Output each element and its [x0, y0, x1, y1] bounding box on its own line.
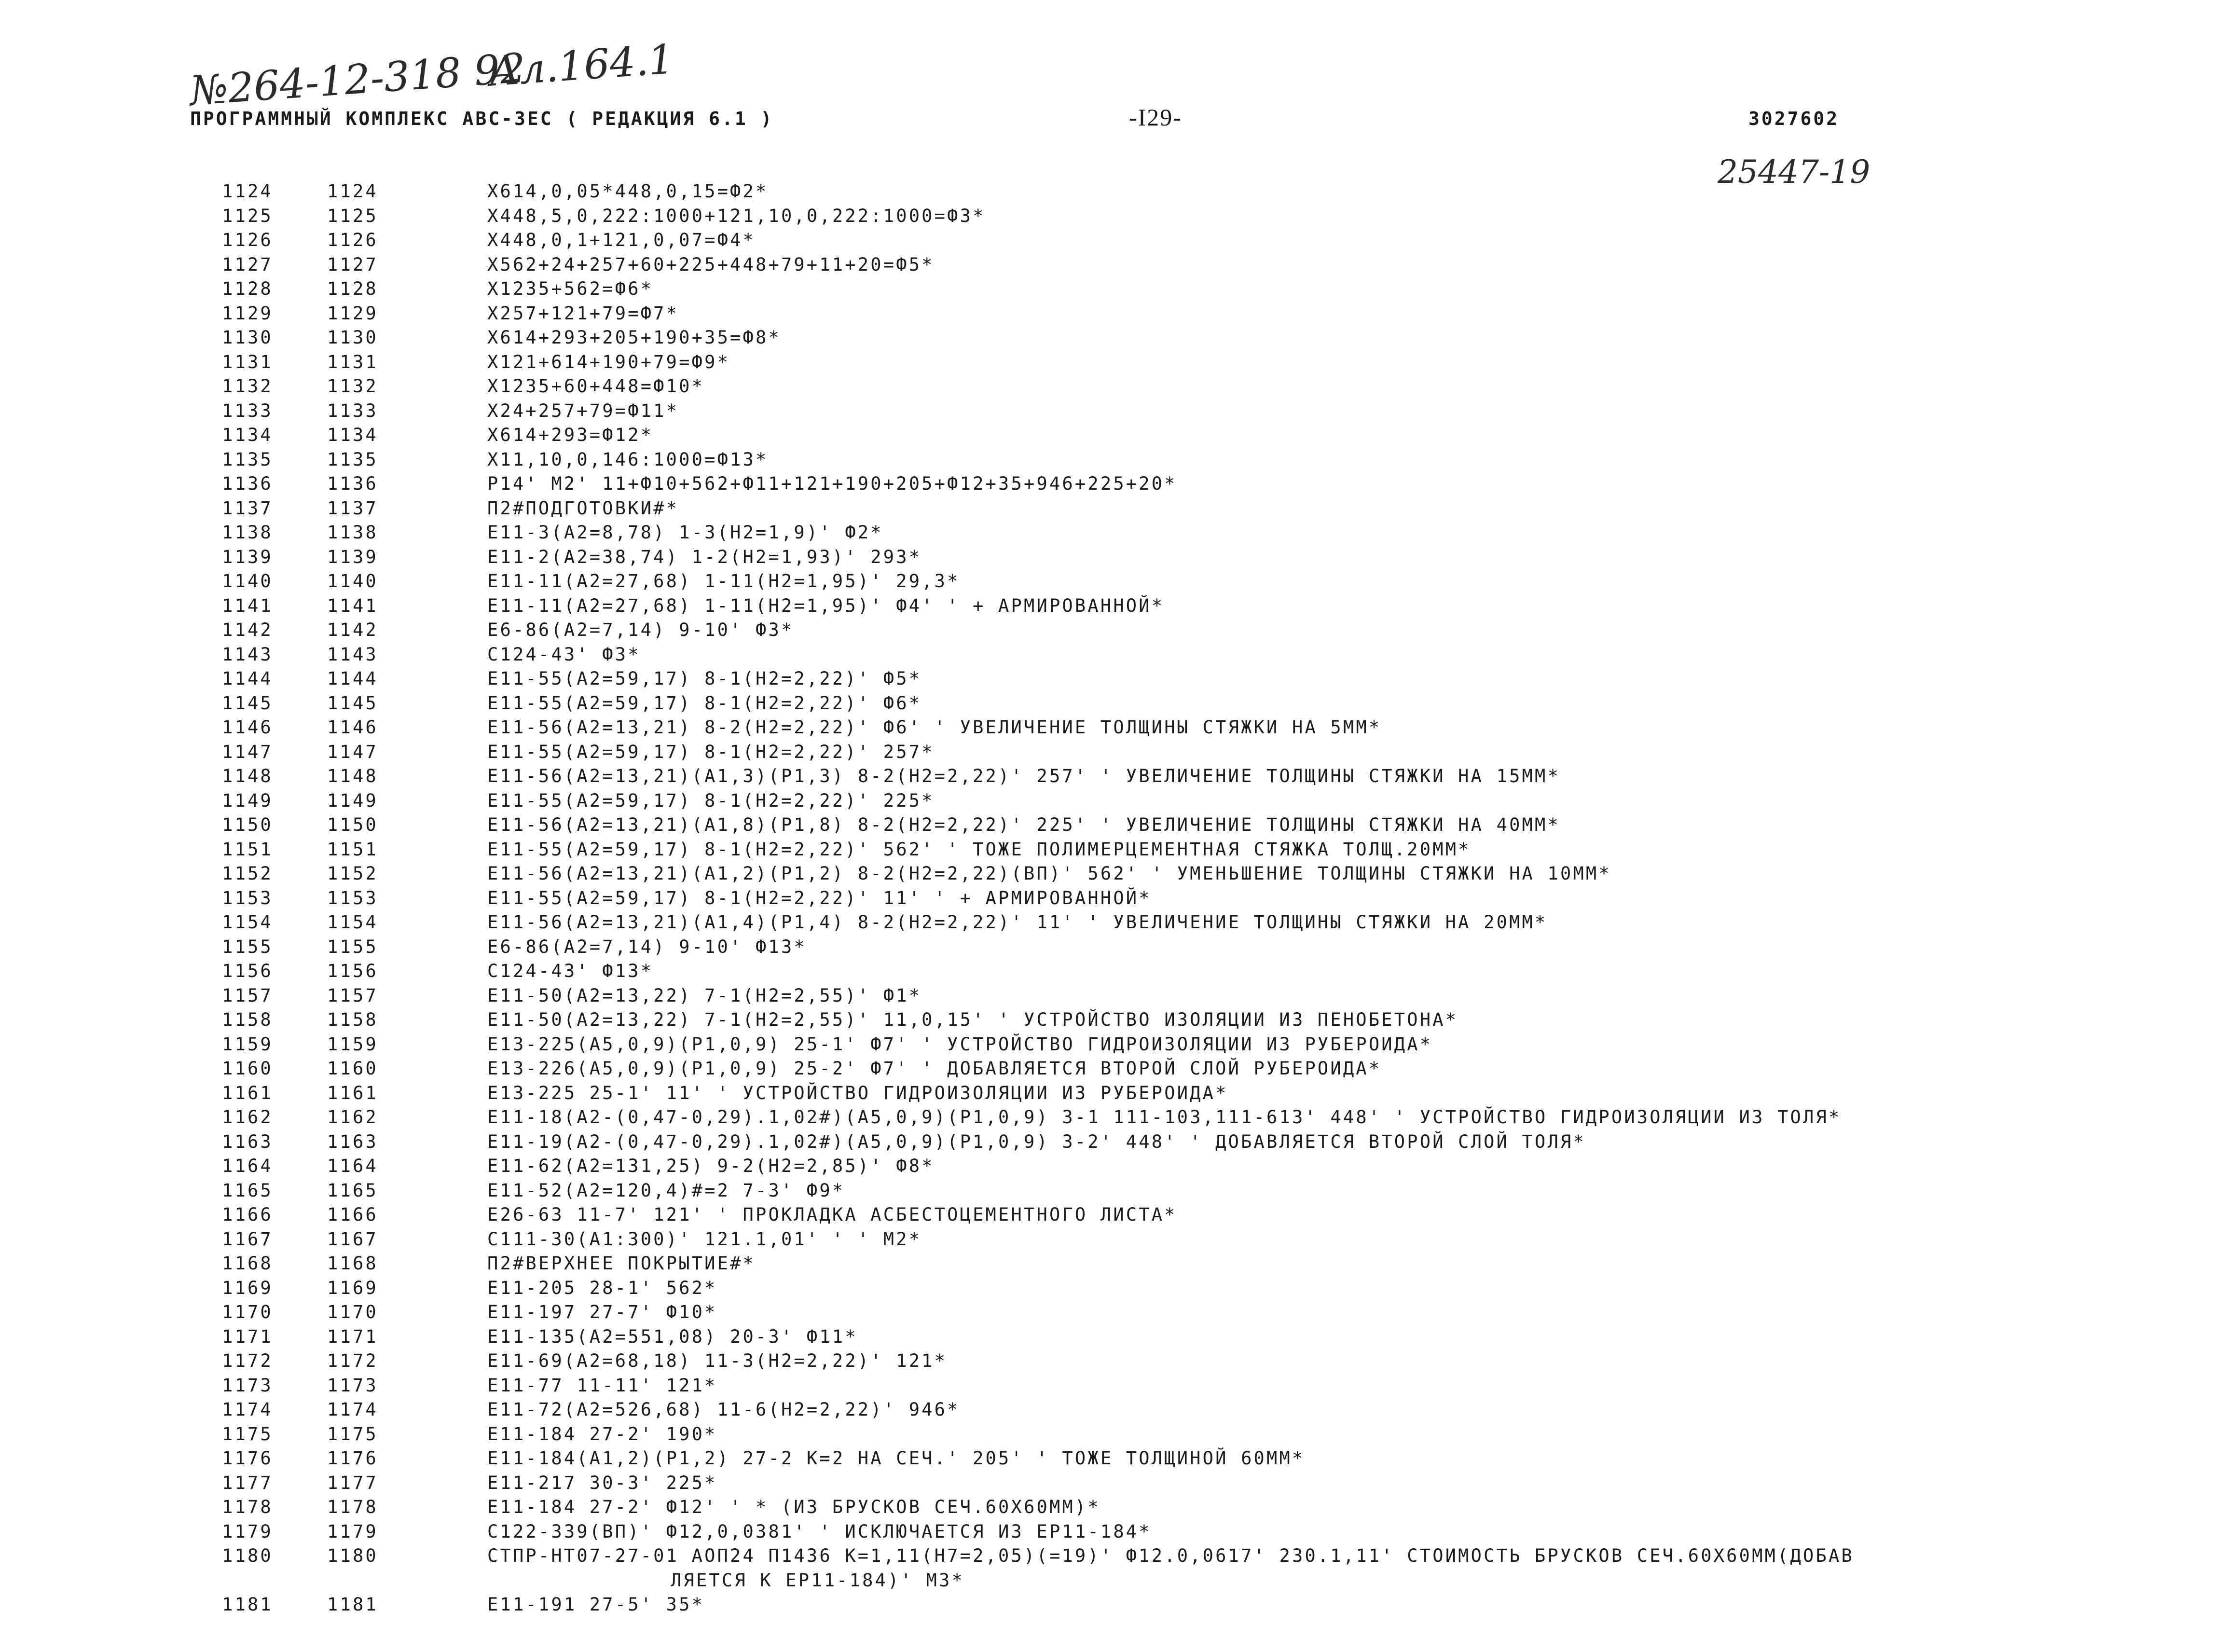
statement-number: 1127 — [327, 254, 378, 275]
statement-number: 1129 — [327, 303, 378, 324]
line-number: 1178 — [222, 1497, 273, 1517]
statement-number: 1178 — [327, 1497, 378, 1517]
line-number: 1136 — [222, 473, 273, 494]
line-number: 1146 — [222, 717, 273, 738]
statement-text — [487, 1179, 845, 1203]
statement-text — [487, 1203, 1177, 1227]
statement-line: Е11-56(А2=13,21)(А1,4)(Р1,4) 8-2(Н2=2,22)' 11' ' УВЕЛИЧЕНИЕ ТОЛЩИНЫ СТЯЖКИ НА 20ММ* — [487, 912, 1548, 933]
listing-row — [222, 228, 2200, 253]
statement-number: 1146 — [327, 717, 378, 738]
line-number: 1124 — [222, 181, 273, 202]
statement-line: Е11-50(А2=13,22) 7-1(Н2=2,55)' Ф1* — [487, 985, 922, 1006]
line-number: 1144 — [222, 668, 273, 689]
line-number: 1181 — [222, 1594, 273, 1615]
line-number: 1168 — [222, 1253, 273, 1274]
line-number: 1143 — [222, 644, 273, 665]
statement-number: 1150 — [327, 814, 378, 835]
statement-number: 1161 — [327, 1082, 378, 1103]
listing-row — [222, 1105, 2200, 1130]
statement-text — [487, 179, 768, 204]
listing-row — [222, 374, 2200, 399]
statement-number: 1136 — [327, 473, 378, 494]
statement-text — [487, 326, 781, 350]
statement-number: 1134 — [327, 425, 378, 445]
listing-row — [222, 1276, 2200, 1301]
listing-row — [222, 521, 2200, 545]
statement-text — [487, 1008, 1458, 1032]
statement-line: Е11-18(А2-(0,47-0,29).1,02#)(А5,0,9)(Р1,0,9) 3-1 111-103,111-613' 448' ' УСТРОЙСТВО ГИДРОИЗОЛЯЦИИ ИЗ ТОЛЯ* — [487, 1107, 1842, 1128]
statement-number: 1133 — [327, 400, 378, 421]
statement-line: Е11-56(А2=13,21)(А1,8)(Р1,8) 8-2(Н2=2,22)' 225' ' УВЕЛИЧЕНИЕ ТОЛЩИНЫ СТЯЖКИ НА 40ММ* — [487, 814, 1560, 835]
listing-row — [222, 1495, 2200, 1520]
line-number: 1164 — [222, 1156, 273, 1176]
listing-row — [222, 618, 2200, 643]
statement-text — [487, 423, 653, 448]
statement-text — [487, 667, 921, 691]
statement-text — [487, 984, 921, 1008]
statement-number: 1156 — [327, 961, 378, 981]
statement-text — [487, 1446, 1305, 1471]
statement-text — [487, 643, 641, 667]
statement-number: 1124 — [327, 181, 378, 202]
listing-row — [222, 399, 2200, 424]
listing-row — [222, 1349, 2200, 1374]
statement-text — [487, 910, 1548, 935]
statement-number: 1154 — [327, 912, 378, 933]
listing-row — [222, 1130, 2200, 1155]
line-number: 1175 — [222, 1423, 273, 1445]
statement-line: Е11-55(А2=59,17) 8-1(Н2=2,22)' 257* — [487, 741, 935, 762]
statement-text — [487, 1105, 1841, 1130]
listing-row — [222, 1154, 2200, 1179]
statement-line: Е11-50(А2=13,22) 7-1(Н2=2,55)' 11,0,15' ' УСТРОЙСТВО ИЗОЛЯЦИИ ИЗ ПЕНОБЕТОНА* — [487, 1009, 1458, 1030]
statement-line: Е11-11(А2=27,68) 1-11(Н2=1,95)' Ф4' ' + АРМИРОВАННОЙ* — [487, 595, 1165, 616]
line-number: 1151 — [222, 839, 273, 860]
listing-row — [222, 472, 2200, 496]
statement-number: 1181 — [327, 1594, 378, 1615]
line-number: 1131 — [222, 351, 273, 372]
statement-line: Е6-86(А2=7,14) 9-10' Ф3* — [487, 620, 794, 640]
statement-text — [487, 764, 1560, 789]
statement-line: Е11-62(А2=131,25) 9-2(Н2=2,85)' Ф8* — [487, 1156, 935, 1176]
listing-row — [222, 1520, 2200, 1544]
listing-row — [222, 448, 2200, 472]
listing-row — [222, 1179, 2200, 1203]
handwritten-code: Ал.164.1 — [487, 35, 676, 96]
statement-text — [487, 813, 1560, 838]
statement-line: Е11-55(А2=59,17) 8-1(Н2=2,22)' 562' ' ТОЖЕ ПОЛИМЕРЦЕМЕНТНАЯ СТЯЖКА ТОЛЩ.20ММ* — [487, 839, 1471, 860]
statement-line: Е11-55(А2=59,17) 8-1(Н2=2,22)' 11' ' + АРМИРОВАННОЙ* — [487, 887, 1152, 909]
document-number: 3027602 — [1748, 108, 1840, 129]
statement-line: Е11-56(А2=13,21)(А1,3)(Р1,3) 8-2(Н2=2,22)' 257' ' УВЕЛИЧЕНИЕ ТОЛЩИНЫ СТЯЖКИ НА 15ММ* — [487, 766, 1560, 786]
statement-text — [487, 618, 794, 643]
statement-number: 1125 — [327, 205, 378, 226]
line-number: 1162 — [222, 1107, 273, 1128]
line-number: 1126 — [222, 230, 273, 250]
statement-number: 1130 — [327, 327, 378, 348]
line-number: 1152 — [222, 863, 273, 884]
statement-line: Е11-56(А2=13,21)(А1,2)(Р1,2) 8-2(Н2=2,22)(ВП)' 562' ' УМЕНЬШЕНИЕ ТОЛЩИНЫ СТЯЖКИ НА 10ММ* — [487, 863, 1611, 884]
statement-number: 1179 — [327, 1521, 378, 1542]
statement-text — [487, 691, 921, 716]
statement-text — [487, 740, 935, 765]
listing-row — [222, 667, 2200, 691]
statement-text — [487, 1471, 717, 1496]
listing-row — [222, 1544, 2200, 1593]
line-number: 1145 — [222, 692, 273, 714]
statement-line: Е11-2(А2=38,74) 1-2(Н2=1,93)' 293* — [487, 546, 922, 567]
statement-line: Е11-217 30-3' 225* — [487, 1472, 717, 1493]
listing-row — [222, 1471, 2200, 1496]
line-number: 1163 — [222, 1131, 273, 1152]
line-number: 1150 — [222, 814, 273, 835]
line-number: 1137 — [222, 497, 273, 519]
statement-line: Е11-135(А2=551,08) 20-3' Ф11* — [487, 1326, 858, 1347]
statement-line: Е13-225 25-1' 11' ' УСТРОЙСТВО ГИДРОИЗОЛЯЦИИ ИЗ РУБЕРОИДА* — [487, 1082, 1228, 1103]
program-header: ПРОГРАММНЫЙ КОМПЛЕКС АВС-3ЕС ( РЕДАКЦИЯ 6.1 ) — [190, 108, 774, 129]
line-number: 1134 — [222, 425, 273, 445]
listing-row — [222, 1446, 2200, 1471]
listing-row — [222, 716, 2200, 740]
statement-text — [487, 716, 1381, 740]
statement-line: Е6-86(А2=7,14) 9-10' Ф13* — [487, 936, 807, 957]
statement-number: 1175 — [327, 1423, 378, 1445]
statement-number: 1177 — [327, 1472, 378, 1493]
line-number: 1174 — [222, 1399, 273, 1420]
line-number: 1129 — [222, 303, 273, 324]
statement-line: X257+121+79=Ф7* — [487, 303, 679, 324]
statement-line: X448,0,1+121,0,07=Ф4* — [487, 230, 756, 250]
statement-line: Р14' М2' 11+Ф10+562+Ф11+121+190+205+Ф12+35+946+225+20* — [487, 473, 1177, 494]
statement-text — [487, 1130, 1586, 1155]
statement-number: 1137 — [327, 497, 378, 519]
program-listing — [222, 179, 2200, 1617]
listing-row — [222, 984, 2200, 1008]
listing-row — [222, 1300, 2200, 1325]
statement-line: Е11-19(А2-(0,47-0,29).1,02#)(А5,0,9)(Р1,0,9) 3-2' 448' ' ДОБАВЛЯЕТСЯ ВТОРОЙ СЛОЙ ТОЛЯ* — [487, 1131, 1586, 1152]
listing-row — [222, 764, 2200, 789]
line-number: 1156 — [222, 961, 273, 981]
listing-row — [222, 1032, 2200, 1057]
statement-text — [487, 594, 1164, 619]
statement-text — [487, 935, 807, 960]
line-number: 1165 — [222, 1180, 273, 1201]
statement-line: X614+293+205+190+35=Ф8* — [487, 327, 781, 348]
statement-line: Е11-77 11-11' 121* — [487, 1375, 717, 1396]
line-number: 1154 — [222, 912, 273, 933]
statement-line: С124-43' Ф13* — [487, 961, 654, 981]
handwritten-right-number: 25447-19 — [1718, 153, 1870, 191]
statement-number: 1152 — [327, 863, 378, 884]
statement-text — [487, 1398, 960, 1422]
statement-number: 1139 — [327, 546, 378, 567]
statement-continuation: ЛЯЕТСЯ К ЕР11-184)' М3* — [671, 1569, 964, 1591]
statement-number: 1128 — [327, 278, 378, 299]
statement-text — [487, 399, 679, 424]
line-number: 1147 — [222, 741, 273, 762]
statement-text — [487, 886, 1152, 911]
statement-line: X614+293=Ф12* — [487, 425, 654, 445]
statement-text — [487, 545, 921, 570]
statement-number: 1126 — [327, 230, 378, 250]
statement-line: X1235+562=Ф6* — [487, 278, 654, 299]
statement-number: 1153 — [327, 887, 378, 909]
listing-row — [222, 838, 2200, 862]
listing-row — [222, 302, 2200, 326]
statement-number: 1143 — [327, 644, 378, 665]
line-number: 1135 — [222, 449, 273, 470]
statement-text — [487, 1276, 717, 1301]
statement-text — [487, 1081, 1228, 1106]
statement-number: 1132 — [327, 376, 378, 397]
listing-row — [222, 545, 2200, 570]
listing-row — [222, 496, 2200, 521]
listing-row — [222, 862, 2200, 886]
statement-line: Е11-191 27-5' 35* — [487, 1594, 705, 1615]
line-number: 1138 — [222, 522, 273, 543]
statement-line: Е11-184 27-2' 190* — [487, 1423, 717, 1445]
statement-line: Е11-72(А2=526,68) 11-6(Н2=2,22)' 946* — [487, 1399, 960, 1420]
line-number: 1160 — [222, 1058, 273, 1079]
statement-line: X1235+60+448=Ф10* — [487, 376, 705, 397]
listing-row — [222, 253, 2200, 277]
line-number: 1128 — [222, 278, 273, 299]
statement-text — [487, 253, 935, 277]
statement-text — [487, 350, 730, 375]
listing-row — [222, 959, 2200, 984]
statement-text — [487, 496, 679, 521]
statement-number: 1163 — [327, 1131, 378, 1152]
statement-text — [487, 789, 935, 813]
listing-row — [222, 569, 2200, 594]
line-number: 1141 — [222, 595, 273, 616]
statement-number: 1168 — [327, 1253, 378, 1274]
line-number: 1180 — [222, 1545, 273, 1566]
listing-row — [222, 1057, 2200, 1081]
statement-line: Е11-55(А2=59,17) 8-1(Н2=2,22)' Ф6* — [487, 692, 922, 714]
statement-line: С124-43' Ф3* — [487, 644, 641, 665]
statement-number: 1174 — [327, 1399, 378, 1420]
statement-number: 1180 — [327, 1545, 378, 1566]
statement-number: 1169 — [327, 1277, 378, 1298]
listing-row — [222, 813, 2200, 838]
statement-text — [487, 1032, 1432, 1057]
line-number: 1170 — [222, 1302, 273, 1322]
statement-text — [487, 569, 960, 594]
statement-text — [487, 472, 1177, 496]
statement-line: П2#ВЕРХНЕЕ ПОКРЫТИЕ#* — [487, 1253, 756, 1274]
statement-line: Е13-225(А5,0,9)(Р1,0,9) 25-1' Ф7' ' УСТРОЙСТВО ГИДРОИЗОЛЯЦИИ ИЗ РУБЕРОИДА* — [487, 1033, 1433, 1055]
line-number: 1133 — [222, 400, 273, 421]
line-number: 1177 — [222, 1472, 273, 1493]
statement-line: X614,0,05*448,0,15=Ф2* — [487, 181, 769, 202]
line-number: 1127 — [222, 254, 273, 275]
handwritten-reference-number: №264-12-318 92 — [188, 44, 527, 115]
statement-line: Е11-11(А2=27,68) 1-11(Н2=1,95)' 29,3* — [487, 571, 960, 592]
statement-number: 1147 — [327, 741, 378, 762]
line-number: 1139 — [222, 546, 273, 567]
line-number: 1159 — [222, 1033, 273, 1055]
line-number: 1172 — [222, 1350, 273, 1371]
statement-line: X24+257+79=Ф11* — [487, 400, 679, 421]
listing-row — [222, 1422, 2200, 1447]
statement-text — [487, 1227, 921, 1252]
statement-line: Е11-205 28-1' 562* — [487, 1277, 717, 1298]
statement-line: Е13-226(А5,0,9)(Р1,0,9) 25-2' Ф7' ' ДОБАВЛЯЕТСЯ ВТОРОЙ СЛОЙ РУБЕРОИДА* — [487, 1058, 1382, 1079]
statement-text — [487, 1593, 704, 1617]
statement-number: 1138 — [327, 522, 378, 543]
line-number: 1173 — [222, 1375, 273, 1396]
statement-text — [487, 302, 679, 326]
line-number: 1171 — [222, 1326, 273, 1347]
listing-row — [222, 1081, 2200, 1106]
line-number: 1166 — [222, 1204, 273, 1225]
statement-line: Е11-197 27-7' Ф10* — [487, 1302, 717, 1322]
statement-number: 1166 — [327, 1204, 378, 1225]
statement-text — [487, 204, 986, 229]
listing-row — [222, 179, 2200, 204]
line-number: 1176 — [222, 1448, 273, 1469]
statement-text — [487, 448, 768, 472]
statement-number: 1158 — [327, 1009, 378, 1030]
statement-number: 1142 — [327, 620, 378, 640]
statement-number: 1141 — [327, 595, 378, 616]
statement-line: Е11-55(А2=59,17) 8-1(Н2=2,22)' Ф5* — [487, 668, 922, 689]
statement-number: 1155 — [327, 936, 378, 957]
listing-row — [222, 1227, 2200, 1252]
statement-number: 1172 — [327, 1350, 378, 1371]
listing-row — [222, 789, 2200, 813]
listing-row — [222, 326, 2200, 350]
listing-row — [222, 1008, 2200, 1032]
statement-number: 1157 — [327, 985, 378, 1006]
statement-text — [487, 1495, 1100, 1520]
listing-row — [222, 1252, 2200, 1276]
line-number: 1155 — [222, 936, 273, 957]
statement-number: 1165 — [327, 1180, 378, 1201]
listing-row — [222, 350, 2200, 375]
statement-number: 1176 — [327, 1448, 378, 1469]
statement-line: X562+24+257+60+225+448+79+11+20=Ф5* — [487, 254, 935, 275]
listing-row — [222, 277, 2200, 302]
listing-row — [222, 1593, 2200, 1617]
statement-number: 1167 — [327, 1228, 378, 1250]
statement-line: С122-339(ВП)' Ф12,0,0381' ' ИСКЛЮЧАЕТСЯ ИЗ ЕР11-184* — [487, 1521, 1152, 1542]
statement-line: X11,10,0,146:1000=Ф13* — [487, 449, 769, 470]
listing-row — [222, 1374, 2200, 1398]
listing-row — [222, 886, 2200, 911]
line-number: 1158 — [222, 1009, 273, 1030]
statement-text — [487, 1374, 717, 1398]
statement-number: 1151 — [327, 839, 378, 860]
statement-line: X121+614+190+79=Ф9* — [487, 351, 730, 372]
statement-text — [487, 959, 653, 984]
line-number: 1140 — [222, 571, 273, 592]
statement-text — [487, 1325, 858, 1349]
line-number: 1157 — [222, 985, 273, 1006]
line-number: 1161 — [222, 1082, 273, 1103]
statement-text — [487, 1349, 947, 1374]
statement-number: 1170 — [327, 1302, 378, 1322]
statement-text — [487, 1520, 1152, 1544]
statement-line: Е11-69(А2=68,18) 11-3(Н2=2,22)' 121* — [487, 1350, 948, 1371]
statement-number: 1149 — [327, 790, 378, 811]
statement-number: 1148 — [327, 766, 378, 786]
statement-text — [487, 838, 1471, 862]
line-number: 1179 — [222, 1521, 273, 1542]
statement-number: 1135 — [327, 449, 378, 470]
statement-text — [487, 1422, 717, 1447]
statement-number: 1144 — [327, 668, 378, 689]
listing-row — [222, 691, 2200, 716]
statement-line: Е11-56(А2=13,21) 8-2(Н2=2,22)' Ф6' ' УВЕЛИЧЕНИЕ ТОЛЩИНЫ СТЯЖКИ НА 5ММ* — [487, 717, 1382, 738]
statement-line: Е11-52(А2=120,4)#=2 7-3' Ф9* — [487, 1180, 845, 1201]
statement-text — [487, 1252, 756, 1276]
listing-row — [222, 1325, 2200, 1349]
statement-number: 1160 — [327, 1058, 378, 1079]
line-number: 1167 — [222, 1228, 273, 1250]
listing-row — [222, 643, 2200, 667]
listing-row — [222, 1398, 2200, 1422]
line-number: 1148 — [222, 766, 273, 786]
line-number: 1149 — [222, 790, 273, 811]
statement-text — [487, 228, 756, 253]
listing-row — [222, 594, 2200, 619]
listing-row — [222, 910, 2200, 935]
line-number: 1153 — [222, 887, 273, 909]
statement-text — [487, 1154, 935, 1179]
statement-line: СТПР-НТ07-27-01 АОП24 П1436 К=1,11(Н7=2,05)(=19)' Ф12.0,0617' 230.1,11' СТОИМОСТЬ БРУСКОВ СЕЧ.60Х60ММ(ДОБАВ — [487, 1545, 1854, 1566]
statement-line: Е11-184(А1,2)(Р1,2) 27-2 К=2 НА СЕЧ.' 205' ' ТОЖЕ ТОЛЩИНОЙ 60ММ* — [487, 1448, 1305, 1469]
statement-number: 1164 — [327, 1156, 378, 1176]
statement-text — [487, 1544, 1854, 1593]
line-number: 1130 — [222, 327, 273, 348]
listing-row — [222, 740, 2200, 765]
statement-number: 1162 — [327, 1107, 378, 1128]
statement-number: 1173 — [327, 1375, 378, 1396]
statement-text — [487, 277, 653, 302]
line-number: 1142 — [222, 620, 273, 640]
line-number: 1132 — [222, 376, 273, 397]
statement-number: 1131 — [327, 351, 378, 372]
statement-line: Е11-3(А2=8,78) 1-3(Н2=1,9)' Ф2* — [487, 522, 883, 543]
statement-line: X448,5,0,222:1000+121,10,0,222:1000=Ф3* — [487, 205, 986, 226]
statement-text — [487, 862, 1611, 886]
listing-row — [222, 204, 2200, 229]
line-number: 1169 — [222, 1277, 273, 1298]
line-number: 1125 — [222, 205, 273, 226]
page-number: -I29- — [1129, 104, 1182, 131]
statement-text — [487, 374, 704, 399]
statement-line: Е11-55(А2=59,17) 8-1(Н2=2,22)' 225* — [487, 790, 935, 811]
statement-line: Е26-63 11-7' 121' ' ПРОКЛАДКА АСБЕСТОЦЕМЕНТНОГО ЛИСТА* — [487, 1204, 1177, 1225]
statement-number: 1171 — [327, 1326, 378, 1347]
listing-row — [222, 1203, 2200, 1227]
statement-line: Е11-184 27-2' Ф12' ' * (ИЗ БРУСКОВ СЕЧ.60Х60ММ)* — [487, 1497, 1100, 1517]
statement-number: 1159 — [327, 1033, 378, 1055]
statement-text — [487, 521, 883, 545]
statement-line: П2#ПОДГОТОВКИ#* — [487, 497, 679, 519]
statement-number: 1140 — [327, 571, 378, 592]
statement-line: С111-30(А1:300)' 121.1,01' ' ' М2* — [487, 1228, 922, 1250]
statement-text — [487, 1057, 1381, 1081]
listing-row — [222, 423, 2200, 448]
statement-text — [487, 1300, 717, 1325]
listing-row — [222, 935, 2200, 960]
statement-number: 1145 — [327, 692, 378, 714]
